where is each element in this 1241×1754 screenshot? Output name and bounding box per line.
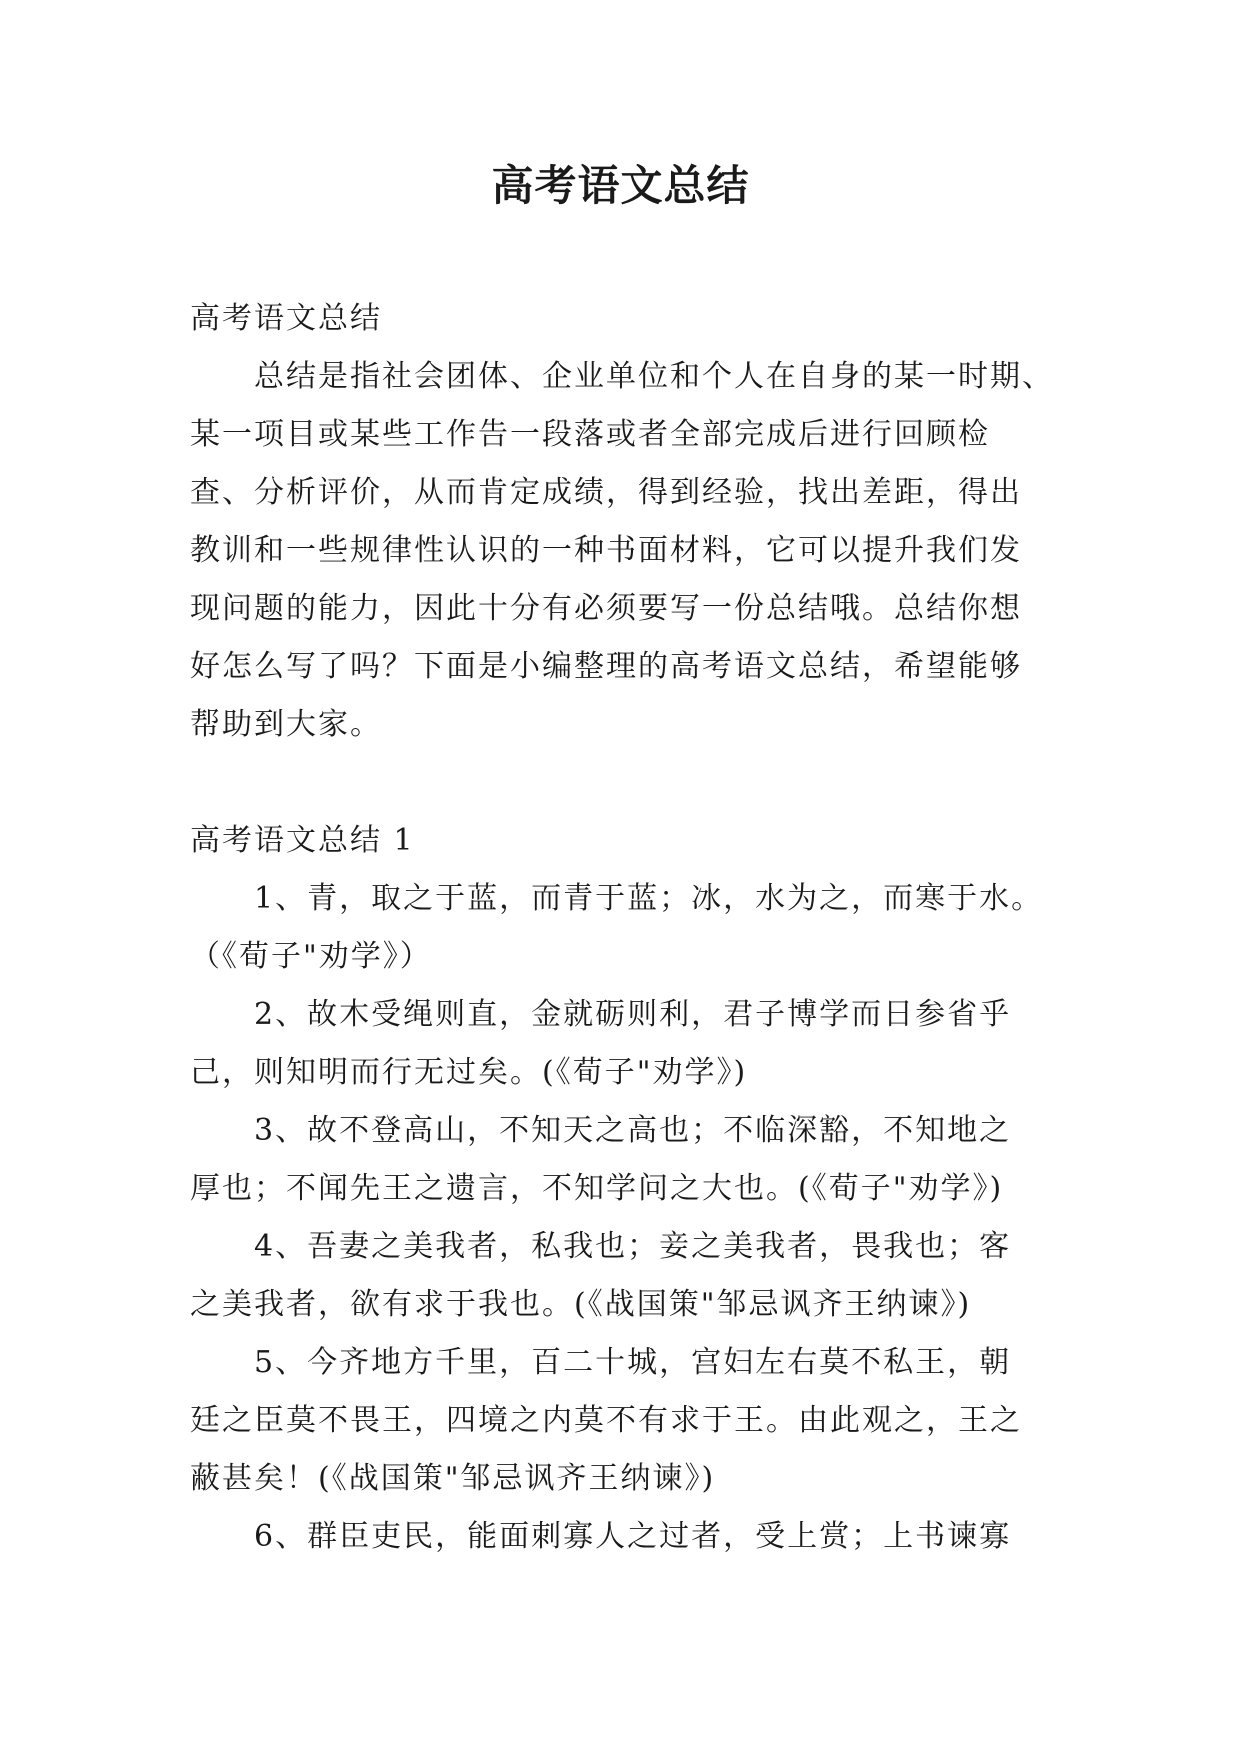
quote-line: 2、故木受绳则直，金就砺则利，君子博学而日参省乎 xyxy=(254,997,1012,1032)
quote-line: 3、故不登高山，不知天之高也；不临深豁，不知地之 xyxy=(254,1113,1012,1148)
quote-line: 蔽甚矣！(《战国策"邹忌讽齐王纳谏》) xyxy=(190,1461,716,1496)
intro-line: 总结是指社会团体、企业单位和个人在自身的某一时期、 xyxy=(254,359,1054,394)
quote-line: （《荀子"劝学》） xyxy=(190,939,432,974)
document-body xyxy=(190,290,1060,1566)
document-title: 高考语文总结 xyxy=(491,161,750,210)
intro-line: 现问题的能力，因此十分有必须要写一份总结哦。总结你想 xyxy=(190,591,1022,626)
intro-line: 好怎么写了吗？下面是小编整理的高考语文总结，希望能够 xyxy=(190,649,1022,684)
quote-line: 己，则知明而行无过矣。(《荀子"劝学》) xyxy=(190,1055,748,1090)
quote-line: 1、青，取之于蓝，而青于蓝；冰，水为之，而寒于水。 xyxy=(254,881,1044,916)
intro-line: 查、分析评价，从而肯定成绩，得到经验，找出差距，得出 xyxy=(190,475,1022,510)
quote-item-3 xyxy=(190,1102,1060,1218)
quote-item-5 xyxy=(190,1334,1060,1508)
intro-line: 某一项目或某些工作告一段落或者全部完成后进行回顾检 xyxy=(190,417,990,452)
quote-item-6 xyxy=(190,1508,1060,1566)
quote-line: 4、吾妻之美我者，私我也；妾之美我者，畏我也；客 xyxy=(254,1229,1012,1264)
quote-item-1 xyxy=(190,870,1060,986)
quote-item-2 xyxy=(190,986,1060,1102)
quote-line: 5、今齐地方千里，百二十城，宫妇左右莫不私王，朝 xyxy=(254,1345,1012,1380)
quote-line: 之美我者，欲有求于我也。(《战国策"邹忌讽齐王纳谏》) xyxy=(190,1287,972,1322)
intro-paragraph xyxy=(190,348,1060,754)
quote-line: 廷之臣莫不畏王，四境之内莫不有求于王。由此观之，王之 xyxy=(190,1403,1022,1438)
intro-line: 帮助到大家。 xyxy=(190,707,382,742)
quote-line: 厚也；不闻先王之遗言，不知学问之大也。(《荀子"劝学》) xyxy=(190,1171,1004,1206)
intro-line: 教训和一些规律性认识的一种书面材料，它可以提升我们发 xyxy=(190,533,1022,568)
section-heading: 高考语文总结 1 xyxy=(190,823,415,858)
quote-item-4 xyxy=(190,1218,1060,1334)
spacer xyxy=(190,754,1060,812)
subtitle: 高考语文总结 xyxy=(190,301,382,336)
quote-line: 6、群臣吏民，能面刺寡人之过者，受上赏；上书谏寡 xyxy=(254,1519,1012,1554)
